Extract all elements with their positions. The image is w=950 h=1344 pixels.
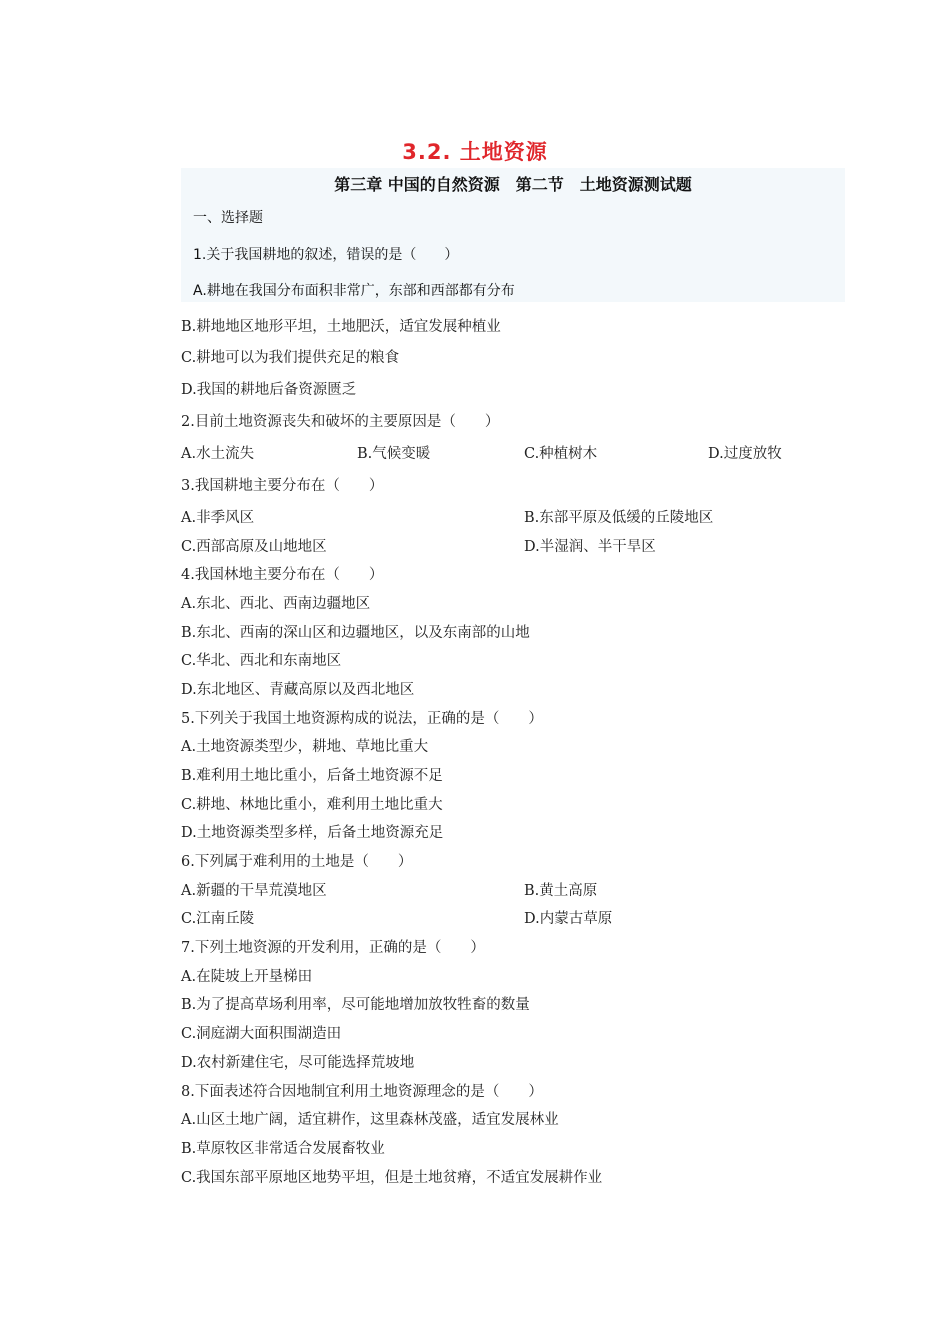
question-3-option-b: B.东部平原及低缓的丘陵地区 — [524, 510, 714, 526]
question-7-option-d: D.农村新建住宅，尽可能选择荒坡地 — [181, 1055, 415, 1071]
question-8-option-c: C.我国东部平原地区地势平坦，但是土地贫瘠，不适宜发展耕作业 — [181, 1170, 603, 1186]
question-5-stem: 5.下列关于我国土地资源构成的说法，正确的是（ ） — [181, 711, 543, 727]
question-1-option-a: A.耕地在我国分布面积非常广，东部和西部都有分布 — [193, 283, 515, 299]
question-4-stem: 4.我国林地主要分布在（ ） — [181, 567, 384, 583]
question-3-option-d: D.半湿润、半干旱区 — [524, 539, 656, 555]
question-2-stem: 2.目前土地资源丧失和破坏的主要原因是（ ） — [181, 414, 500, 430]
question-5-option-a: A.土地资源类型少，耕地、草地比重大 — [181, 739, 429, 755]
question-7-option-c: C.洞庭湖大面积围湖造田 — [181, 1026, 342, 1042]
question-3-option-c: C.西部高原及山地地区 — [181, 539, 327, 555]
question-1-stem: 1.关于我国耕地的叙述，错误的是（ ） — [193, 247, 459, 263]
question-6-stem: 6.下列属于难利用的土地是（ ） — [181, 854, 413, 870]
question-2-option-d: D.过度放牧 — [708, 446, 782, 462]
document-title: 3.2. 土地资源 — [402, 140, 548, 164]
question-3-stem: 3.我国耕地主要分布在（ ） — [181, 478, 384, 494]
question-4-option-b: B.东北、西南的深山区和边疆地区，以及东南部的山地 — [181, 625, 530, 641]
question-8-option-a: A.山区土地广阔，适宜耕作，这里森林茂盛，适宜发展林业 — [181, 1112, 559, 1128]
question-2-option-c: C.种植树木 — [524, 446, 598, 462]
document-subtitle: 第三章 中国的自然资源 第二节 土地资源测试题 — [334, 175, 692, 194]
question-4-option-a: A.东北、西北、西南边疆地区 — [181, 596, 371, 612]
question-4-option-c: C.华北、西北和东南地区 — [181, 653, 342, 669]
question-6-option-d: D.内蒙古草原 — [524, 911, 613, 927]
question-5-option-b: B.难利用土地比重小，后备土地资源不足 — [181, 768, 443, 784]
question-1-option-c: C.耕地可以为我们提供充足的粮食 — [181, 350, 400, 366]
question-2-option-b: B.气候变暖 — [357, 446, 431, 462]
question-6-option-b: B.黄土高原 — [524, 883, 598, 899]
question-4-option-d: D.东北地区、青藏高原以及西北地区 — [181, 682, 415, 698]
question-6-option-c: C.江南丘陵 — [181, 911, 255, 927]
question-7-option-a: A.在陡坡上开垦梯田 — [181, 969, 313, 985]
question-7-option-b: B.为了提高草场利用率，尽可能地增加放牧牲畜的数量 — [181, 997, 530, 1013]
question-1-option-d: D.我国的耕地后备资源匮乏 — [181, 382, 357, 398]
question-3-option-a: A.非季风区 — [181, 510, 255, 526]
question-2-option-a: A.水土流失 — [181, 446, 255, 462]
question-7-stem: 7.下列土地资源的开发利用，正确的是（ ） — [181, 940, 485, 956]
section-heading: 一、选择题 — [193, 210, 263, 226]
question-1-option-b: B.耕地地区地形平坦，土地肥沃，适宜发展种植业 — [181, 319, 501, 335]
question-5-option-d: D.土地资源类型多样，后备土地资源充足 — [181, 825, 444, 841]
question-6-option-a: A.新疆的干旱荒漠地区 — [181, 883, 327, 899]
question-8-stem: 8.下面表述符合因地制宜利用土地资源理念的是（ ） — [181, 1084, 543, 1100]
question-8-option-b: B.草原牧区非常适合发展畜牧业 — [181, 1141, 385, 1157]
question-5-option-c: C.耕地、林地比重小，难利用土地比重大 — [181, 797, 443, 813]
